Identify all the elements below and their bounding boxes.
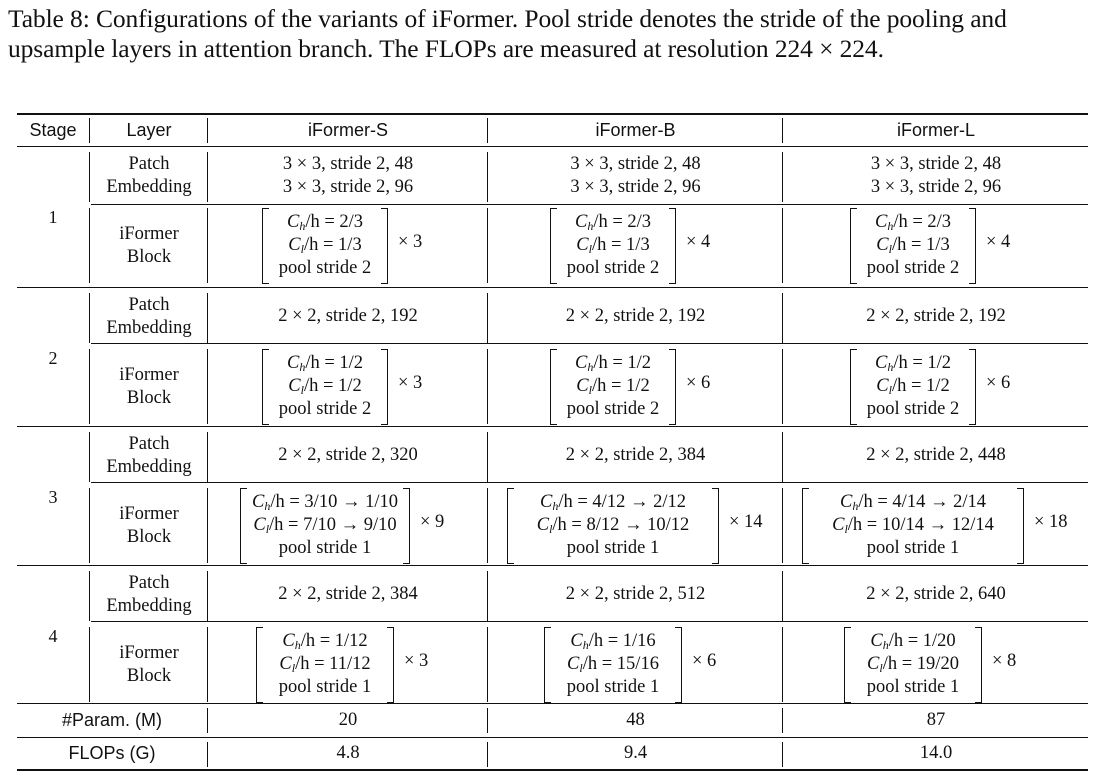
- cl-symbol: $C_l$: [576, 234, 592, 256]
- left-bracket: [850, 349, 857, 425]
- ch-value: /h = 1/20: [888, 630, 956, 651]
- column-divider: [89, 118, 90, 143]
- patch-embedding-config: [209, 288, 487, 345]
- pool-stride: pool stride 2: [866, 398, 960, 419]
- cl-value: /h = 1/3: [891, 234, 950, 255]
- pool-stride: pool stride 1: [566, 676, 660, 697]
- ch-symbol: $C_h$: [874, 352, 894, 374]
- column-divider: [207, 627, 208, 702]
- stage-number: 4: [48, 626, 58, 646]
- matrix-lines: [858, 349, 968, 423]
- column-divider: [207, 708, 208, 733]
- matrix-lines: [852, 627, 974, 701]
- cl-symbol: $C_l$: [876, 375, 892, 397]
- layer-label-line: Embedding: [106, 456, 192, 477]
- layer-patch-embedding: [91, 147, 207, 204]
- column-divider: [487, 432, 488, 482]
- cl-value: /h = 15/16: [582, 653, 659, 674]
- params-b: 48: [626, 709, 645, 730]
- layer-iformer-block: [91, 624, 207, 706]
- cl-ratio: [537, 514, 690, 537]
- pool-stride: pool stride 2: [278, 398, 372, 419]
- cl-ratio: [279, 653, 370, 676]
- cl-symbol: $C_l$: [288, 375, 304, 397]
- ch-symbol: $C_h$: [282, 630, 301, 652]
- patch-embedding-config: [784, 566, 1088, 623]
- cl-ratio: [567, 653, 659, 676]
- right-bracket: [675, 627, 682, 703]
- patch-config-line: 3 × 3, stride 2, 96: [570, 176, 701, 197]
- column-divider: [782, 208, 783, 283]
- left-bracket: [262, 349, 269, 425]
- ch-symbol: $C_h$: [870, 630, 889, 652]
- left-bracket: [802, 488, 809, 564]
- column-divider: [207, 349, 208, 424]
- patch-config-line: 2 × 2, stride 2, 192: [278, 306, 418, 326]
- flops-s: 4.8: [336, 743, 360, 763]
- cl-value: /h = 1/2: [303, 375, 362, 396]
- layer-label-line: iFormer: [119, 224, 179, 244]
- column-divider: [782, 627, 783, 702]
- pool-stride: pool stride 1: [278, 537, 372, 558]
- cl-symbol: $C_l$: [867, 653, 883, 675]
- layer-label-line: Block: [126, 388, 172, 408]
- matrix-lines: [558, 208, 668, 282]
- repeat-multiplier: × 4: [686, 232, 711, 252]
- cl-symbol: $C_l$: [832, 514, 848, 536]
- cl-value: /h = 1/3: [303, 234, 362, 255]
- column-divider: [487, 208, 488, 283]
- left-bracket: [544, 627, 551, 703]
- patch-config-line: 2 × 2, stride 2, 320: [278, 445, 418, 465]
- column-divider: [487, 742, 488, 767]
- layer-iformer-block: [91, 205, 207, 287]
- pool-stride: pool stride 2: [278, 257, 372, 278]
- stage-number: 2: [48, 348, 58, 368]
- block-config-matrix: [850, 208, 976, 286]
- right-bracket: [969, 349, 976, 425]
- column-divider: [207, 432, 208, 482]
- column-divider: [782, 571, 783, 621]
- cl-ratio: [576, 234, 649, 257]
- column-divider: [782, 349, 783, 424]
- table-caption: Table 8: Configurations of the variants of iFormer. Pool stride denotes the stride of the pooling and upsample layers in attention branch. The FLOPs are measured at resolution 224 × 224.: [8, 4, 1007, 63]
- pool-stride: pool stride 2: [866, 257, 960, 278]
- ch-ratio: [570, 630, 655, 653]
- column-divider: [89, 432, 90, 482]
- patch-embedding-config: [209, 147, 487, 204]
- cl-value: /h = 10/14 → 12/14: [847, 514, 994, 535]
- layer-label-line: Patch: [128, 153, 170, 174]
- repeat-multiplier: × 4: [986, 232, 1011, 252]
- right-bracket: [969, 208, 976, 284]
- ch-value: /h = 1/2: [305, 352, 364, 373]
- layer-label-line: Patch: [128, 572, 170, 593]
- repeat-multiplier: × 3: [398, 232, 423, 252]
- ch-ratio: [282, 630, 367, 653]
- ch-ratio: [875, 211, 951, 234]
- cl-value: /h = 8/12 → 10/12: [552, 514, 690, 535]
- layer-patch-embedding: [91, 427, 207, 484]
- column-divider: [207, 118, 208, 143]
- matrix-lines: [270, 349, 380, 423]
- header-layer: Layer: [126, 119, 172, 140]
- patch-config-line: 3 × 3, stride 2, 96: [282, 176, 414, 197]
- column-divider: [782, 293, 783, 343]
- ch-symbol: $C_h$: [570, 630, 589, 652]
- left-bracket: [507, 488, 514, 564]
- matrix-lines: [264, 627, 386, 701]
- cl-ratio: [832, 514, 994, 537]
- ch-value: /h = 1/16: [588, 630, 656, 651]
- column-divider: [207, 488, 208, 563]
- column-divider: [487, 488, 488, 563]
- matrix-lines: [858, 208, 968, 282]
- matrix-lines: [810, 488, 1016, 562]
- right-bracket: [381, 208, 388, 284]
- patch-embedding-config: [784, 147, 1088, 204]
- cl-symbol: $C_l$: [576, 375, 592, 397]
- patch-config-line: 2 × 2, stride 2, 512: [565, 584, 706, 604]
- ch-value: /h = 3/10 → 1/10: [270, 491, 398, 512]
- left-bracket: [850, 208, 857, 284]
- right-bracket: [381, 349, 388, 425]
- left-bracket: [844, 627, 851, 703]
- repeat-multiplier: × 9: [420, 512, 445, 532]
- left-bracket: [550, 349, 557, 425]
- block-config-matrix: [802, 488, 1024, 566]
- pool-stride: pool stride 1: [866, 676, 960, 697]
- matrix-lines: [515, 488, 711, 562]
- cl-value: /h = 1/2: [591, 375, 650, 396]
- patch-config-line: 3 × 3, stride 2, 96: [870, 176, 1002, 197]
- ch-value: /h = 2/3: [593, 211, 652, 232]
- cl-symbol: $C_l$: [536, 514, 553, 536]
- column-divider: [782, 708, 783, 733]
- column-divider: [207, 742, 208, 767]
- ch-ratio: [870, 630, 955, 653]
- ch-value: /h = 4/14 → 2/14: [858, 491, 986, 512]
- repeat-multiplier: × 18: [1034, 512, 1068, 532]
- params-l: 87: [926, 709, 946, 730]
- layer-label-line: Patch: [128, 294, 170, 315]
- cl-symbol: $C_l$: [288, 234, 304, 256]
- block-config-matrix: [550, 349, 676, 427]
- right-bracket: [387, 627, 394, 703]
- header-iformer-s: iFormer-S: [308, 119, 388, 140]
- right-bracket: [975, 627, 982, 703]
- column-divider: [782, 432, 783, 482]
- params-label: #Param. (M): [61, 709, 162, 730]
- cl-ratio: [876, 234, 949, 257]
- left-bracket: [240, 488, 247, 564]
- cl-ratio: [876, 375, 949, 398]
- layer-label-line: Patch: [128, 433, 170, 454]
- cl-symbol: $C_l$: [279, 653, 296, 675]
- cl-value: /h = 1/2: [891, 375, 950, 396]
- stage-number: 3: [48, 487, 58, 507]
- right-bracket: [712, 488, 719, 564]
- patch-config-line: 2 × 2, stride 2, 384: [278, 584, 418, 604]
- left-bracket: [256, 627, 263, 703]
- stage-number: 1: [48, 207, 58, 227]
- column-divider: [207, 208, 208, 283]
- layer-label-line: Block: [126, 666, 172, 686]
- cl-ratio: [867, 653, 959, 676]
- layer-patch-embedding: [91, 288, 207, 345]
- ch-value: /h = 1/2: [593, 352, 652, 373]
- header-stage: Stage: [29, 119, 77, 140]
- column-divider: [487, 349, 488, 424]
- pool-stride: pool stride 1: [866, 537, 960, 558]
- pool-stride: pool stride 2: [566, 257, 660, 278]
- layer-label-line: iFormer: [119, 643, 179, 663]
- layer-label-line: iFormer: [119, 504, 179, 524]
- bottom-rule: [17, 769, 1088, 771]
- cl-value: /h = 7/10 → 9/10: [269, 514, 397, 535]
- ch-value: /h = 1/2: [893, 352, 952, 373]
- left-bracket: [550, 208, 557, 284]
- patch-config-line: 2 × 2, stride 2, 192: [866, 306, 1006, 326]
- cl-ratio: [288, 375, 361, 398]
- ch-symbol: $C_h$: [286, 211, 306, 233]
- repeat-multiplier: × 8: [992, 651, 1017, 671]
- ch-value: /h = 2/3: [893, 211, 952, 232]
- patch-embedding-config: [489, 427, 782, 484]
- column-divider: [207, 293, 208, 343]
- patch-config-line: 2 × 2, stride 2, 192: [565, 306, 706, 326]
- block-config-matrix: [240, 488, 410, 566]
- layer-patch-embedding: [91, 566, 207, 623]
- ch-ratio: [875, 352, 951, 375]
- patch-embedding-config: [489, 566, 782, 623]
- ch-value: /h = 1/12: [300, 630, 368, 651]
- layer-iformer-block: [91, 346, 207, 428]
- patch-config-line: 2 × 2, stride 2, 448: [866, 445, 1006, 465]
- header-iformer-l: iFormer-L: [896, 119, 975, 140]
- ch-symbol: $C_h$: [840, 491, 859, 513]
- block-config-matrix: [850, 349, 976, 427]
- layer-label-line: Embedding: [106, 595, 192, 616]
- column-divider: [89, 571, 90, 621]
- left-bracket: [262, 208, 269, 284]
- cl-value: /h = 1/3: [591, 234, 650, 255]
- repeat-multiplier: × 3: [398, 373, 423, 393]
- column-divider: [782, 152, 783, 202]
- patch-config-line: 2 × 2, stride 2, 384: [565, 445, 706, 465]
- ch-ratio: [287, 352, 363, 375]
- layer-label-line: Block: [126, 527, 172, 547]
- right-bracket: [669, 349, 676, 425]
- column-divider: [89, 152, 90, 202]
- block-config-matrix: [262, 349, 388, 427]
- pool-stride: pool stride 1: [566, 537, 660, 558]
- ch-value: /h = 2/3: [305, 211, 364, 232]
- column-divider: [487, 627, 488, 702]
- cl-value: /h = 19/20: [882, 653, 959, 674]
- layer-iformer-block: [91, 485, 207, 567]
- column-divider: [487, 571, 488, 621]
- cl-ratio: [288, 234, 361, 257]
- ch-symbol: $C_h$: [574, 352, 594, 374]
- column-divider: [782, 118, 783, 143]
- matrix-lines: [558, 349, 668, 423]
- params-s: 20: [338, 709, 358, 730]
- block-config-matrix: [262, 208, 388, 286]
- layer-label-line: Embedding: [106, 176, 192, 197]
- column-divider: [89, 627, 90, 702]
- ch-ratio: [840, 491, 986, 514]
- layer-label-line: Block: [126, 247, 172, 267]
- column-divider: [89, 208, 90, 283]
- patch-config-line: 2 × 2, stride 2, 640: [866, 584, 1006, 604]
- flops-label: FLOPs (G): [68, 743, 156, 763]
- cl-ratio: [253, 514, 396, 537]
- column-divider: [487, 152, 488, 202]
- patch-embedding-config: [784, 288, 1088, 345]
- ch-symbol: $C_h$: [286, 352, 306, 374]
- layer-label-line: Embedding: [106, 317, 192, 338]
- patch-embedding-config: [209, 427, 487, 484]
- cl-symbol: $C_l$: [253, 514, 270, 536]
- column-divider: [782, 742, 783, 767]
- cl-value: /h = 11/12: [295, 653, 371, 674]
- column-divider: [782, 488, 783, 563]
- cl-ratio: [576, 375, 649, 398]
- patch-embedding-config: [489, 147, 782, 204]
- block-config-matrix: [844, 627, 982, 705]
- block-config-matrix: [544, 627, 682, 705]
- patch-embedding-config: [209, 566, 487, 623]
- layer-label-line: iFormer: [119, 365, 179, 385]
- repeat-multiplier: × 14: [729, 512, 763, 532]
- column-divider: [487, 118, 488, 143]
- right-bracket: [403, 488, 410, 564]
- column-divider: [207, 571, 208, 621]
- column-divider: [207, 152, 208, 202]
- flops-b: 9.4: [623, 743, 648, 763]
- repeat-multiplier: × 3: [404, 651, 429, 671]
- block-config-matrix: [256, 627, 394, 705]
- ch-symbol: $C_h$: [540, 491, 559, 513]
- ch-ratio: [252, 491, 398, 514]
- column-divider: [89, 349, 90, 424]
- ch-symbol: $C_h$: [252, 491, 271, 513]
- patch-config-line: 3 × 3, stride 2, 48: [870, 153, 1002, 174]
- cl-symbol: $C_l$: [876, 234, 892, 256]
- column-divider: [487, 708, 488, 733]
- flops-l: 14.0: [919, 743, 953, 763]
- matrix-lines: [552, 627, 674, 701]
- block-config-matrix: [507, 488, 719, 566]
- patch-config-line: 3 × 3, stride 2, 48: [570, 153, 701, 174]
- column-divider: [487, 293, 488, 343]
- header-iformer-b: iFormer-B: [595, 119, 676, 140]
- cl-symbol: $C_l$: [567, 653, 583, 675]
- pool-stride: pool stride 2: [566, 398, 660, 419]
- ch-symbol: $C_h$: [574, 211, 594, 233]
- ch-value: /h = 4/12 → 2/12: [558, 491, 686, 512]
- right-bracket: [669, 208, 676, 284]
- ch-ratio: [540, 491, 686, 514]
- patch-config-line: 3 × 3, stride 2, 48: [282, 153, 414, 174]
- matrix-lines: [248, 488, 402, 562]
- pool-stride: pool stride 1: [278, 676, 372, 697]
- patch-embedding-config: [784, 427, 1088, 484]
- repeat-multiplier: × 6: [986, 373, 1011, 393]
- ch-ratio: [575, 211, 651, 234]
- patch-embedding-config: [489, 288, 782, 345]
- ch-symbol: $C_h$: [874, 211, 894, 233]
- repeat-multiplier: × 6: [692, 651, 717, 671]
- column-divider: [89, 293, 90, 343]
- right-bracket: [1017, 488, 1024, 564]
- column-divider: [89, 488, 90, 563]
- matrix-lines: [270, 208, 380, 282]
- ch-ratio: [575, 352, 651, 375]
- repeat-multiplier: × 6: [686, 373, 711, 393]
- block-config-matrix: [550, 208, 676, 286]
- ch-ratio: [287, 211, 363, 234]
- stage1-inner-rule: [91, 204, 1088, 205]
